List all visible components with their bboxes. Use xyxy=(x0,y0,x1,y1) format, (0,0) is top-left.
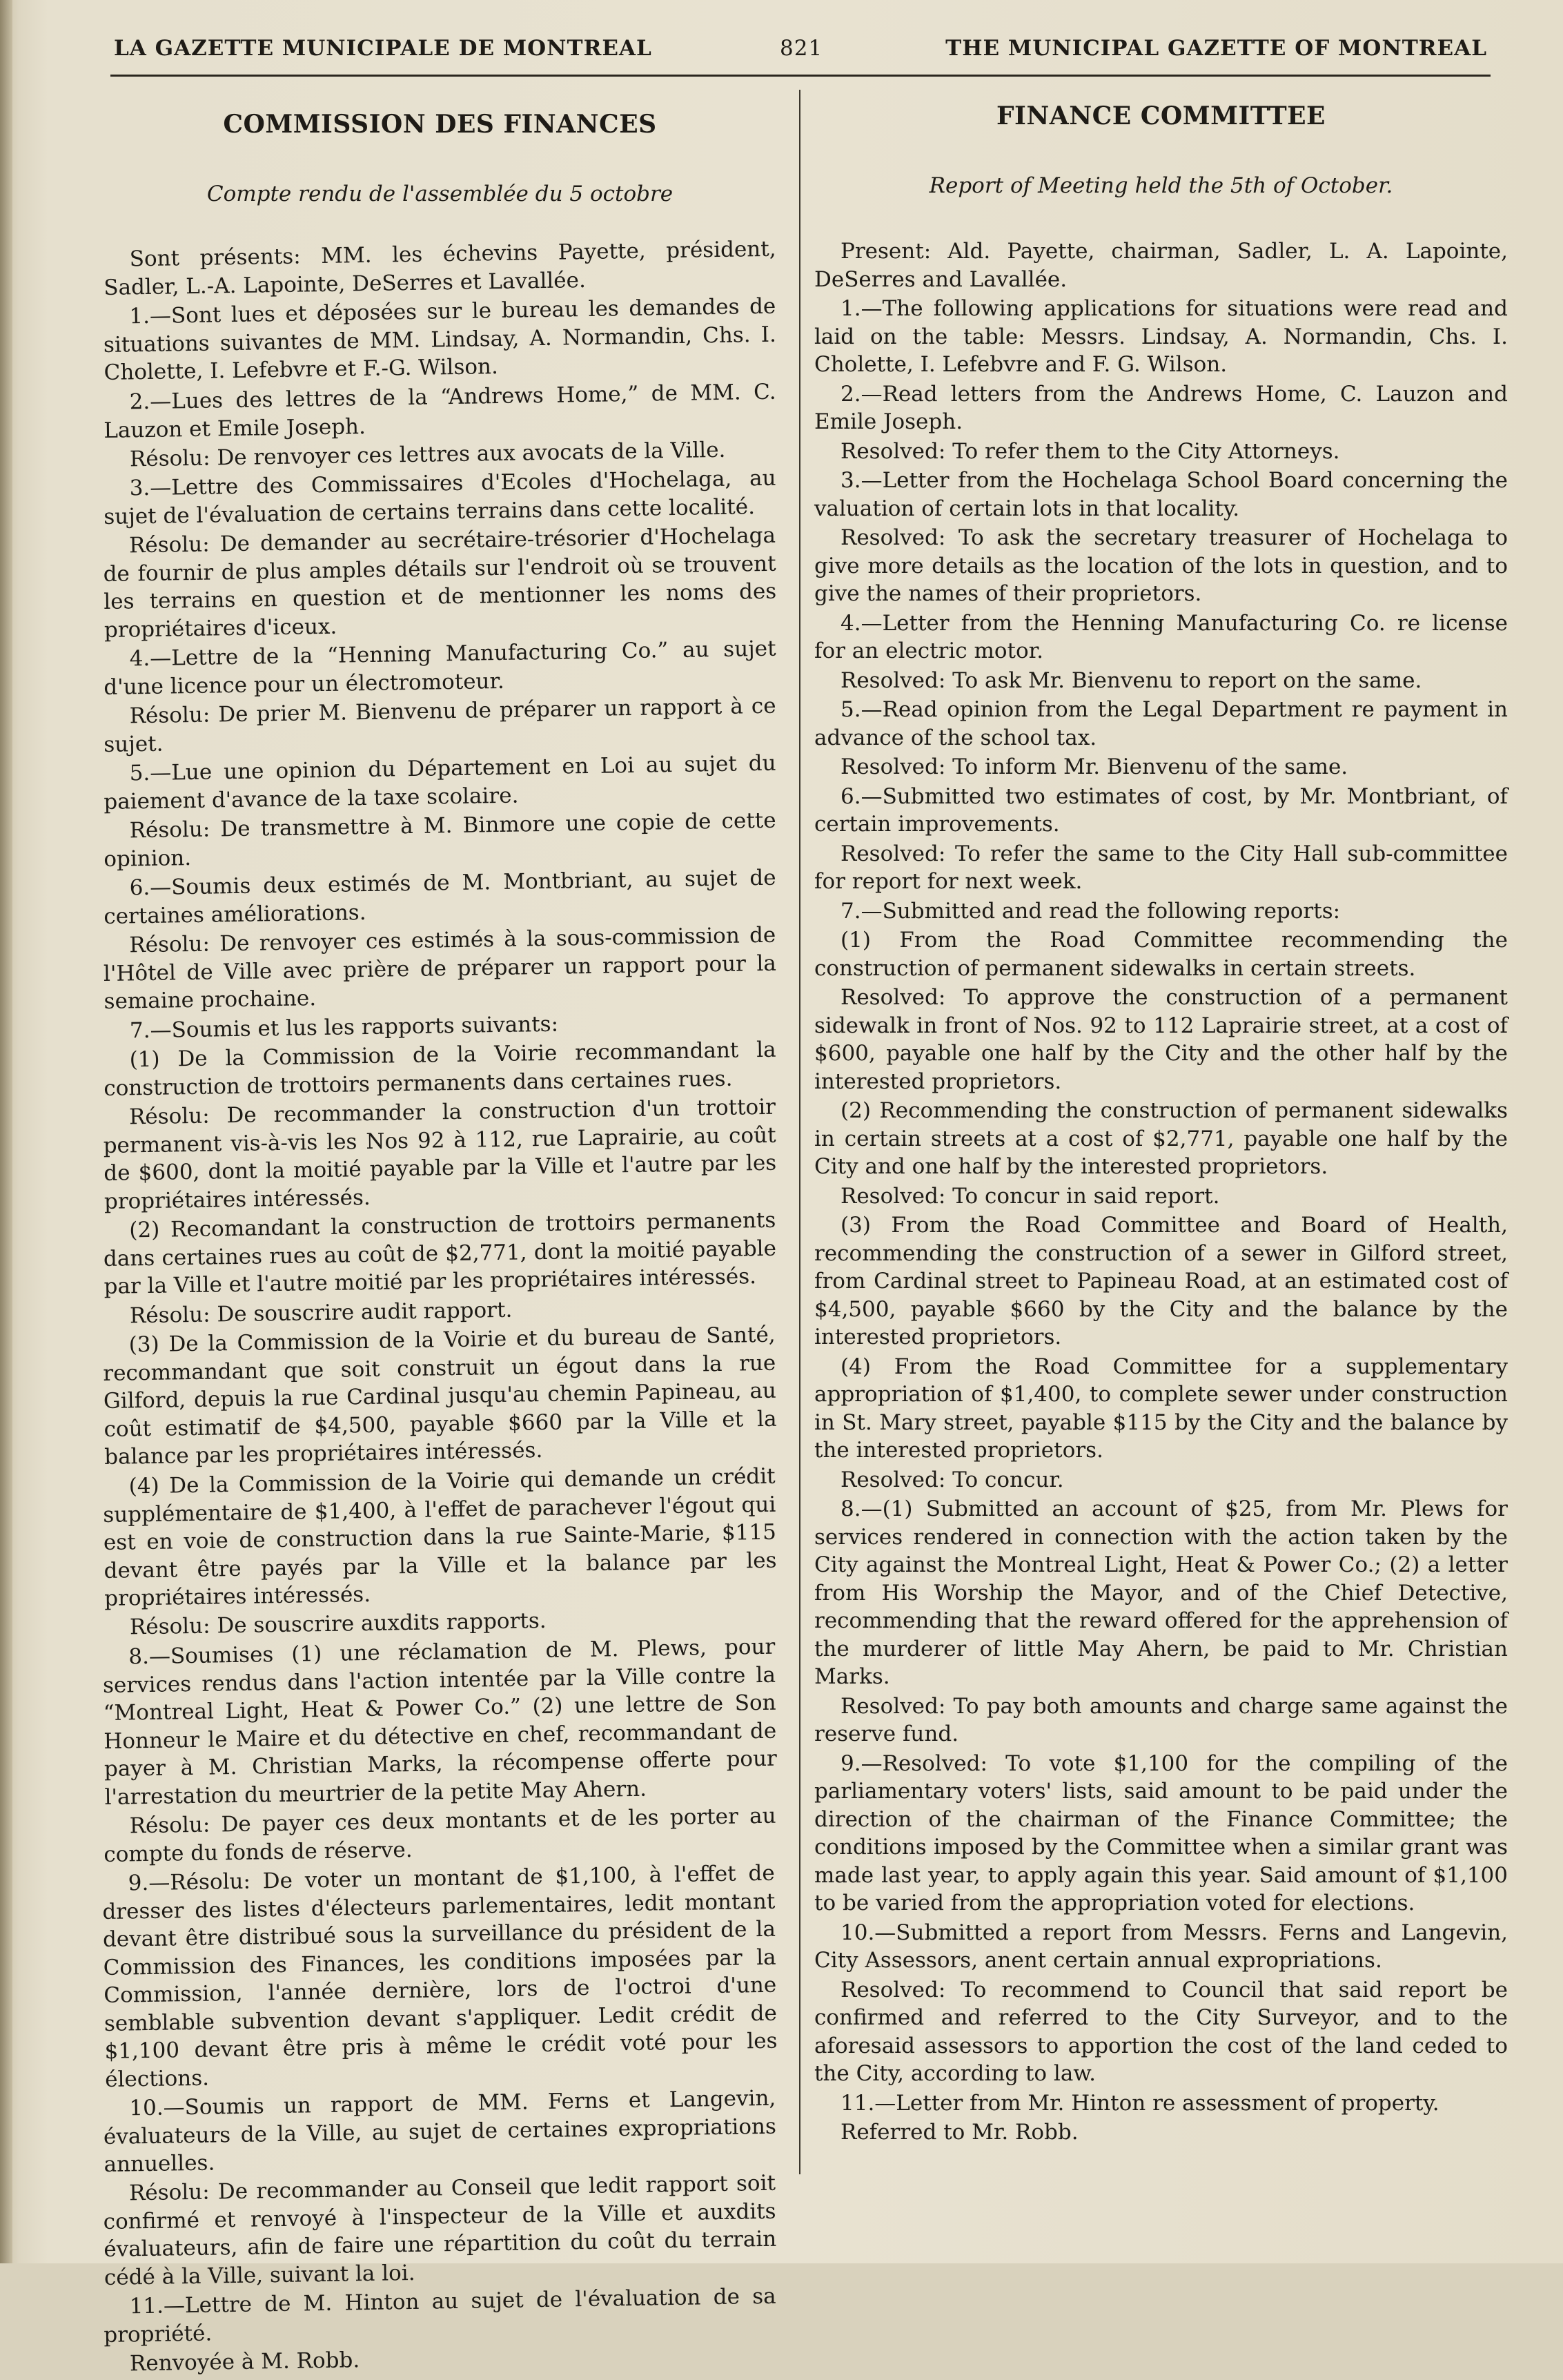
english-running-title: THE MUNICIPAL GAZETTE OF MONTREAL xyxy=(945,36,1487,61)
english-subtitle: Report of Meeting held the 5th of October. xyxy=(929,173,1393,198)
french-paragraph: 5.—Lue une opinion du Département en Loi au sujet du paiement d'avance de la taxe scolaire. xyxy=(104,750,776,815)
english-paragraph: (2) Recommending the construction of permanent sidewalks in certain streets at a cost of $2,771, payable one half by the City and one half by the interested proprietors. xyxy=(814,1098,1508,1179)
english-paragraph: 8.—(1) Submitted an account of $25, from Mr. Plews for services rendered in connection with the action taken by the City against the Montreal Light, Heat & Power Co.; (2) a letter from His Worship the Mayor, and of the Chief Detective, recommending that the reward offered for the apprehension of the murderer of little May Ahern, be paid to Mr. Christian Marks. xyxy=(814,1496,1508,1689)
english-paragraph: 2.—Read letters from the Andrews Home, C. Lauzon and Emile Joseph. xyxy=(814,381,1508,434)
english-paragraph: 5.—Read opinion from the Legal Department re payment in advance of the school tax. xyxy=(814,697,1508,750)
french-subtitle: Compte rendu de l'assemblée du 5 octobre xyxy=(206,181,674,206)
page-header xyxy=(114,30,1487,72)
french-paragraph: (4) De la Commission de la Voirie qui demande un crédit supplémentaire de $1,400, à l'effet de parachever l'égout qui est en voie de construction dans la rue Sainte-Marie, $115 devant être payés par la Ville et la balance par les propriétaires intéressés. xyxy=(103,1463,777,1611)
english-paragraph: Resolved: To refer them to the City Attorneys. xyxy=(841,438,1340,464)
english-paragraph: Resolved: To recommend to Council that said report be confirmed and referred to the City Surveyor, and to the aforesaid assessors to apportion the cost of the land ceded to the City, according to law. xyxy=(814,1977,1508,2086)
page-number: 821 xyxy=(780,36,823,61)
english-paragraph: (4) From the Road Committee for a supplementary appropriation of $1,400, to complete sewer under construction in St. Mary street, payable $115 by the City and the balance by the interested proprietors. xyxy=(814,1354,1508,1463)
french-paragraph: (2) Recomandant la construction de trottoirs permanents dans certaines rues au coût de $2,771, dont la moitié payable par la Ville et l'autre moitié par les propriétaires intéressés. xyxy=(103,1207,777,1299)
english-paragraph: Present: Ald. Payette, chairman, Sadler, L. A. Lapointe, DeSerres and Lavallée. xyxy=(814,239,1508,292)
french-paragraph: Résolu: De prier M. Bienvenu de préparer un rapport à ce sujet. xyxy=(104,693,776,757)
book-spine xyxy=(0,0,12,2263)
french-paragraph: (1) De la Commission de la Voirie recommandant la construction de trottoirs permanents dans certaines rues. xyxy=(104,1037,776,1101)
english-paragraph: Resolved: To concur in said report. xyxy=(841,1183,1220,1209)
english-paragraph: Referred to Mr. Robb. xyxy=(841,2120,1079,2145)
english-body xyxy=(814,237,1508,2147)
english-paragraph: Resolved: To ask the secretary treasurer of Hochelaga to give more details as the location of the lots in question, and to give the names of their proprietors. xyxy=(814,525,1508,606)
french-paragraph: 10.—Soumis un rapport de MM. Ferns et Langevin, évaluateurs de la Ville, au sujet de certaines expropriations annuelles. xyxy=(103,2085,777,2177)
english-paragraph: (3) From the Road Committee and Board of Health, recommending the construction of a sewer in Gilford street, from Cardinal street to Papineau Road, at an estimated cost of $4,500, payable $660 by the City and the balance by the interested proprietors. xyxy=(814,1213,1508,1349)
french-paragraph: 2.—Lues des lettres de la “Andrews Home,” de MM. C. Lauzon et Emile Joseph. xyxy=(104,379,776,442)
french-title: COMMISSION DES FINANCES xyxy=(223,110,657,139)
english-paragraph: Resolved: To concur. xyxy=(841,1467,1064,1492)
french-paragraph: (3) De la Commission de la Voirie et du bureau de Santé, recommandant que soit construit un égout dans la rue Gilford, depuis la rue Cardinal jusqu'au chemin Papineau, au coût estimatif de $4,500, payable $660 par la Ville et la balance par les propriétaires intéressés. xyxy=(103,1322,777,1470)
english-paragraph: 6.—Submitted two estimates of cost, by Mr. Montbriant, of certain improvements. xyxy=(814,783,1508,837)
french-paragraph: Résolu: De souscrire auxdits rapports. xyxy=(129,1608,547,1640)
french-running-title: LA GAZETTE MUNICIPALE DE MONTREAL xyxy=(114,36,652,61)
french-paragraph: 1.—Sont lues et déposées sur le bureau les demandes de situations suivantes de MM. Lindsay, A. Normandin, Chs. I. Cholette, I. Lefebvre et F.-G. Wilson. xyxy=(103,293,777,385)
english-paragraph: 3.—Letter from the Hochelaga School Board concerning the valuation of certain lots in that locality. xyxy=(814,468,1508,521)
french-paragraph: Résolu: De recommander au Conseil que ledit rapport soit confirmé et renvoyé à l'inspecteur de la Ville et auxdits évaluateurs, afin de faire une répartition du coût du terrain cédé à la Ville, suivant la loi. xyxy=(103,2170,777,2290)
english-paragraph: 7.—Submitted and read the following reports: xyxy=(841,898,1341,924)
english-paragraph: (1) From the Road Committee recommending the construction of permanent sidewalks in certain streets. xyxy=(814,928,1508,981)
french-paragraph: Résolu: De recommander la construction d'un trottoir permanent vis-à-vis les Nos 92 à 112, rue Laprairie, au coût de $600, dont la moitié payable par la Ville et l'autre par les propriétaires intéressés. xyxy=(103,1094,777,1214)
french-paragraph: Résolu: De demander au secrétaire-trésorier d'Hochelaga de fournir de plus amples détails sur l'endroit où se trouvent les terrains en question et de mentionner les noms des propriétaires d'iceux. xyxy=(103,523,777,643)
english-column xyxy=(814,97,1508,2148)
english-paragraph: 10.—Submitted a report from Messrs. Ferns and Langevin, City Assessors, anent certain annual expropriations. xyxy=(814,1920,1508,1973)
header-rule xyxy=(110,75,1491,77)
english-paragraph: Resolved: To pay both amounts and charge same against the reserve fund. xyxy=(814,1693,1508,1746)
french-paragraph: Résolu: De renvoyer ces estimés à la sous-commission de l'Hôtel de Ville avec prière de préparer un rapport pour la semaine prochaine. xyxy=(103,922,777,1014)
english-paragraph: 11.—Letter from Mr. Hinton re assessment of property. xyxy=(841,2090,1439,2116)
english-paragraph: Resolved: To inform Mr. Bienvenu of the same. xyxy=(841,754,1348,779)
french-body xyxy=(102,236,778,2379)
english-title: FINANCE COMMITTEE xyxy=(996,101,1326,130)
column-divider xyxy=(799,90,800,2174)
english-paragraph: 9.—Resolved: To vote $1,100 for the compiling of the parliamentary voters' lists, said amount to be paid under the direction of the chairman of the Finance Committee; the conditions imposed by the Committee when a similar grant was made last year, to apply again this year. Said amount of $1,100 to be varied from the appropriation voted for elections. xyxy=(814,1750,1508,1915)
french-paragraph: Résolu: De payer ces deux montants et de les porter au compte du fonds de réserve. xyxy=(104,1803,776,1866)
french-paragraph: 7.—Soumis et lus les rapports suivants: xyxy=(129,1011,559,1043)
french-column xyxy=(104,97,776,2380)
french-paragraph: 4.—Lettre de la “Henning Manufacturing Co.” au sujet d'une licence pour un électromoteur. xyxy=(104,636,776,700)
french-paragraph: 11.—Lettre de M. Hinton au sujet de l'évaluation de sa propriété. xyxy=(104,2283,776,2348)
french-paragraph: Sont présents: MM. les échevins Payette, président, Sadler, L.-A. Lapointe, DeSerres et Lavallée. xyxy=(104,236,776,300)
french-paragraph: Résolu: De transmettre à M. Binmore une copie de cette opinion. xyxy=(104,808,776,872)
english-paragraph: 1.—The following applications for situations were read and laid on the table: Messrs. Lindsay, A. Normandin, Chs. I. Cholette, I. Lefebvre and F. G. Wilson. xyxy=(814,296,1508,377)
french-paragraph: 3.—Lettre des Commissaires d'Ecoles d'Hochelaga, au sujet de l'évaluation de certains terrains dans cette localité. xyxy=(104,465,776,529)
french-paragraph: Résolu: De renvoyer ces lettres aux avocats de la Ville. xyxy=(129,437,726,471)
french-paragraph: Résolu: De souscrire audit rapport. xyxy=(129,1297,513,1328)
french-paragraph: 9.—Résolu: De voter un montant de $1,100, à l'effet de dresser des listes d'électeurs parlementaires, ledit montant devant être distribué sous la surveillance du président de la Commission des Finances, les conditions imposées par la Commission, l'année dernière, lors de l'octroi d'une semblable subvention devant s'appliquer. Ledit crédit de $1,100 devant être pris à même le crédit voté pour les élections. xyxy=(102,1860,778,2091)
english-paragraph: 4.—Letter from the Henning Manufacturing Co. re license for an electric motor. xyxy=(814,610,1508,663)
english-paragraph: Resolved: To refer the same to the City Hall sub-committee for report for next week. xyxy=(814,841,1508,894)
english-paragraph: Resolved: To approve the construction of a permanent sidewalk in front of Nos. 92 to 112 Laprairie street, at a cost of $600, payable one half by the City and the other half by the interested proprietors. xyxy=(814,985,1508,1094)
french-paragraph: Renvoyée à M. Robb. xyxy=(129,2348,360,2377)
english-paragraph: Resolved: To ask Mr. Bienvenu to report on the same. xyxy=(841,667,1422,693)
french-paragraph: 8.—Soumises (1) une réclamation de M. Plews, pour services rendus dans l'action intentée par la Ville contre la “Montreal Light, Heat & Power Co.” (2) une lettre de Son Honneur le Maire et du détective en chef, recommandant de payer à M. Christian Marks, la récompense offerte pour l'arrestation du meurtrier de la petite May Ahern. xyxy=(102,1634,778,1809)
french-paragraph: 6.—Soumis deux estimés de M. Montbriant, au sujet de certaines améliorations. xyxy=(104,865,776,929)
